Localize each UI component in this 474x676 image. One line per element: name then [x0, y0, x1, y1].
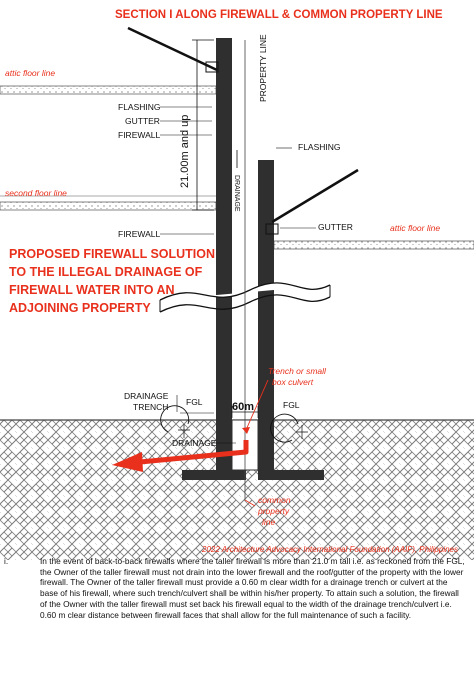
- trench-note-line-2: box culvert: [272, 377, 314, 387]
- drainage-vertical-label: DRAINAGE: [233, 175, 240, 212]
- drainage-trench-label-1: DRAINAGE: [124, 391, 169, 401]
- proposal-line-3: FIREWALL WATER INTO AN: [9, 283, 175, 297]
- drainage-trench-label-2: TRENCH: [133, 402, 169, 412]
- flashing-right-label: FLASHING: [298, 142, 341, 152]
- attic-floor-slab-right: [274, 241, 474, 249]
- common-line-3: line: [262, 517, 276, 527]
- height-dimension: [192, 40, 214, 210]
- firewall-upper-label: FIREWALL: [118, 130, 161, 140]
- proposal-line-1: PROPOSED FIREWALL SOLUTION: [9, 247, 216, 261]
- note-marker: i.: [4, 556, 9, 566]
- copyright-notice: 2022 Architecture Advocacy International Foundation (AAIF), Philippines: [202, 545, 458, 554]
- gutter-right-label: GUTTER: [318, 222, 353, 232]
- trench-note-line-1: Trench or small: [268, 366, 326, 376]
- explanatory-note: [4, 556, 470, 674]
- right-callouts: [276, 142, 353, 232]
- common-line-2: property: [258, 506, 290, 516]
- drainage-bottom-label: DRAINAGE: [172, 438, 217, 448]
- second-floor-label: second floor line: [5, 188, 67, 198]
- attic-floor-label-right: attic floor line: [390, 223, 441, 233]
- property-line-label: PROPERTY LINE: [258, 34, 268, 102]
- height-label: 21.00m and up: [179, 114, 191, 188]
- attic-floor-slab-left: [0, 86, 216, 94]
- second-floor-slab: [0, 196, 216, 210]
- proposal-line-4: ADJOINING PROPERTY: [9, 301, 151, 315]
- clearance-label: 60m: [232, 401, 255, 413]
- drainage-trench-callout: [124, 391, 214, 413]
- flashing-left-label: FLASHING: [118, 102, 161, 112]
- diagram-title: SECTION I ALONG FIREWALL & COMMON PROPERTY LINE: [115, 9, 443, 21]
- firewall-lower-label: FIREWALL: [118, 229, 161, 239]
- left-callouts: [118, 102, 214, 239]
- attic-floor-label-left: attic floor line: [5, 68, 56, 78]
- roof-left: [128, 28, 218, 72]
- fgl-left-label: FGL: [186, 397, 203, 407]
- note-text: In the event of back-to-back firewalls where the taller firewall is more than 21.0 m tall i.e. as reckoned from the FGL, the Owner of the taller firewall must not drain into the lower firewall and the roof/gutter of the property with the lower firewall. The Owner of the taller firewall must provide a 0.60 m clear width for a drainage trench or culvert at the base of his firewall, where such trench/culvert shall be within his/her property. To attain such a solution, the firewall of the Owner with the taller firewall must set back his firewall equal to the width of the drainage trench/culvert i.e. 0.60 m clear distance between firewall faces that shall allow for the full maintenance of such a facility.: [40, 556, 465, 620]
- common-line-1: common: [258, 495, 291, 505]
- fgl-right-label: FGL: [283, 400, 300, 410]
- gutter-left-label: GUTTER: [125, 116, 160, 126]
- proposal-line-2: TO THE ILLEGAL DRAINAGE OF: [9, 265, 203, 279]
